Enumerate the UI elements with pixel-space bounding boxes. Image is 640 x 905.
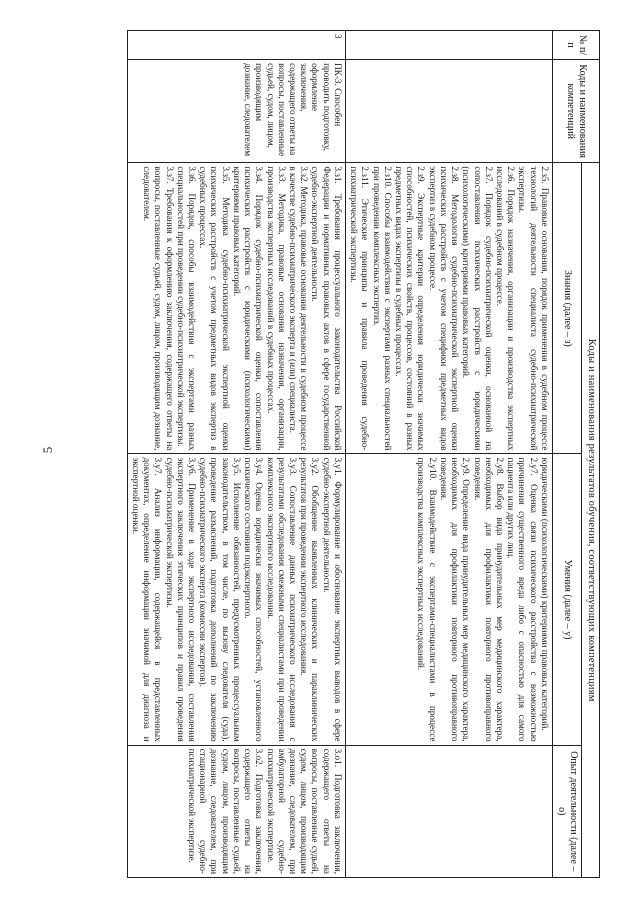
knowledge-item: 2.з5. Правовые основания, порядок применения в судебном процессе технологий деятельности специалиста судебно-психиатрической экспертизы. (517, 166, 550, 451)
skills-item: 2.у10. Взаимодействие с экспертами-специалистами в процессе производства комплексных экспертных исследований. (416, 457, 438, 742)
knowledge-cell (127, 163, 345, 454)
knowledge-item: 2.з9. Экспертные критерии определения юридически значимых способностей, психических свойств, процессов, состояний в разных предметных видах экспертизы в судебных процессах. (393, 166, 427, 451)
experience-cell (127, 745, 345, 877)
knowledge-item: 2.з7. Порядок судебно-психиатрической оценки, основанной на сопоставлении психических расстройств с юридическими (психологическими) критериями правовых категорий. (461, 166, 494, 451)
rotated-sheet (80, 30, 600, 878)
skills-cell (127, 454, 345, 745)
competency-table (127, 30, 600, 878)
knowledge-item: 3.з4. Порядок судебно-психиатрической оценки, сопоставления психических расстройств с юридическими (психологическими) критериями правовых категорий. (231, 166, 265, 451)
knowledge-item: 2.з8. Методология судебно-психиатрической экспертной оценки психических расстройств с учетом специфики предметных видов экспертиз в судебном процессе. (427, 166, 461, 451)
skills-item: 3.у1. Формулирование и обоснование экспертных выводов в сфере судебно-экспертной деятельности. (321, 457, 343, 742)
table-row (345, 31, 552, 878)
skills-item: 3.у2. Обобщение выявленных клинических и параклинических результатов при проведении экспертного исследования. (299, 457, 321, 742)
knowledge-item: 3.з6. Порядок, способы взаимодействия с экспертами разных специальностей при проведении судебно-психиатрической экспертизы. (175, 166, 198, 451)
skills-cell (345, 454, 552, 745)
skills-item: 3.у5. Исполнение обязанностей, предусмотренных процессуальным законодательством, в том числе, по вызову следователя (суда), проведение разъяснений, подготовка дополнений по заключению судебно-психиатрического эксперта (комиссии экспертов). (198, 457, 242, 742)
skills-item: 3.у3. Сопоставление данных психиатрического исследования с результатами обследования смежными специалистами при проведении комплексного экспертного исследования. (265, 457, 299, 742)
knowledge-item: 3.з5. Методика судебно-психиатрической экспертной оценки психических расстройств с учетом предметных видов экспертиз в судебных процессах. (198, 166, 231, 451)
knowledge-item: 2.з10. Способы взаимодействия с экспертами разных специальностей при проведении комплексных экспертиз. (371, 166, 393, 451)
row-number (345, 31, 552, 60)
experience-cell (345, 745, 552, 877)
knowledge-item: 3.з1. Требования процессуального законодательства Российской Федерации и нормативных правовых актов в сфере государственной судебно-экспертной деятельности. (310, 166, 343, 451)
row-number: 3 (127, 31, 345, 60)
knowledge-item: 2.з6. Порядок назначения, организации и производства экспертных исследований в судебном процессе. (494, 166, 517, 451)
header-knowledge: Знания (далее – з) (552, 163, 581, 454)
skills-item: 2.у8. Выбор вида принудительных мер медицинского характера, необходимых для профилактики повторного противоправного поведения. (472, 457, 505, 742)
header-num: № п/п (552, 31, 599, 60)
page-number: 5 (40, 446, 55, 454)
knowledge-item: 3.з7. Требования к оформлению заключения, содержащего ответы на вопросы, поставленные судьей, судом, лицом, производящим дознание, следователем. (142, 166, 175, 451)
knowledge-item: 3.з2. Методика, правовые основания деятельности в судебном процессе в качестве судебно-психиатрического эксперта и (или) специалиста. (288, 166, 310, 451)
skills-item: 3.у6. Применение в ходе экспертного исследования, составления экспертного заключения этических принципов и правил проведения судебно-психиатрической экспертизы. (164, 457, 198, 742)
experience-item: 3.о1. Подготовка заключения, содержащего ответы на вопросы, поставленные судьей, судом, лицом, производящим дознание, следователем, при амбулаторной судебно-психиатрической экспертизе. (265, 748, 343, 874)
skills-item: юридическими (психологическими) критериями правовых категорий. (539, 457, 550, 731)
table-row (127, 31, 345, 878)
skills-item: 3.у4. Оценка юридически значимых способностей, установленного психического состояния подэкспертного. (243, 457, 265, 742)
skills-item: 3.у7. Анализ информации, содержащейся в представленных документах, определение информации значимой для диагноза и экспертной оценки. (130, 457, 164, 742)
header-experience: Опыт деятельности (далее – о) (552, 745, 581, 877)
experience-item: 3.о2. Подготовка заключения, содержащего ответы на вопросы, поставленные судьей, судом, лицом, производящим дознание, следователем, при стационарной судебно-психиатрической экспертизе. (187, 748, 265, 874)
header-skills: Умения (далее – у) (552, 454, 581, 745)
knowledge-item: 2.з11. Этические принципы и правила проведения судебно-психиатрической экспертизы. (349, 166, 371, 451)
knowledge-item: 3.з3. Методика, правовые основания назначения, организации, производства экспертных исследований в судебных процессах. (265, 166, 287, 451)
header-group: Коды и наименования результатов обучения, соответствующих компетенциям (582, 163, 600, 878)
header-code: Коды и наименования компетенций (552, 60, 599, 163)
skills-item: 2.у7. Оценка связи психического расстройства с возможностью причинения существенного вреда либо с опасностью для самого пациента или других лиц. (506, 457, 539, 742)
competency-code (345, 60, 552, 163)
knowledge-cell (345, 163, 552, 454)
skills-item: 2.у9. Определение вида принудительных мер медицинского характера, необходимых для профилактики повторного противоправного поведения. (438, 457, 472, 742)
competency-code: ПК-3. Способен проводить подготовку, оформление заключения, содержащего ответы на вопросы, поставленные судьей, судом, лицом, производящим дознание, следователем (127, 60, 345, 163)
table-body (127, 31, 552, 878)
